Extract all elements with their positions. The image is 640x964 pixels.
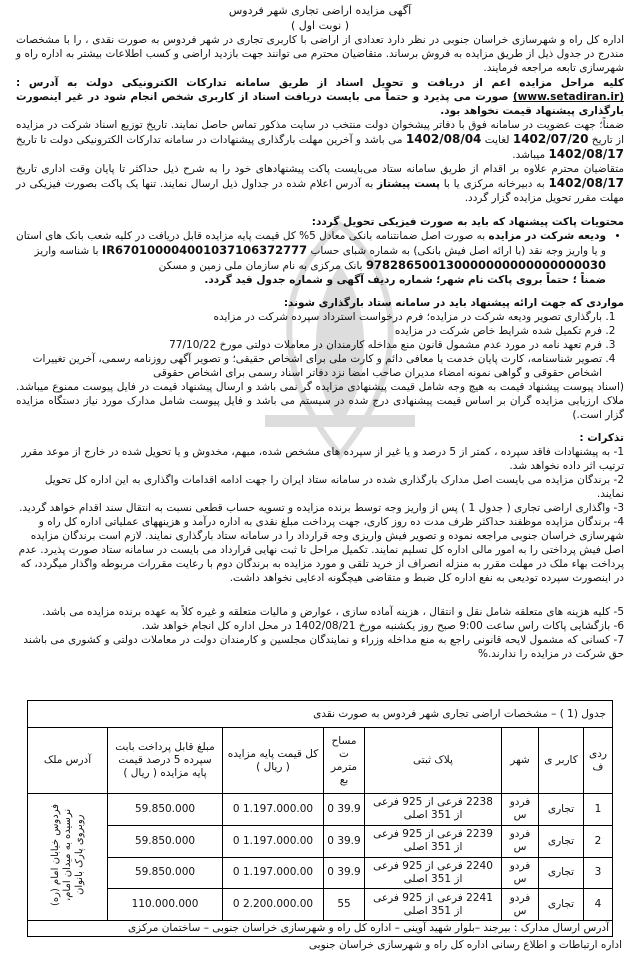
physical-submission-paragraph: متقاضیان محترم علاوه بر اقدام از طریق سامانه ستاد می‌بایست پاکت پیشنهادهای خود را به شرح ذیل حداکثر تا پایان وقت اداری تاریخ 1402/08/17 به دبیرخانه مرکزی یا با پست پیشتاز به آدرس اعلام شده در جداول ذیل ارسال نمایند. تنها یک پاکت بصورت فیزیکی در مهلت مقرر تحویل مزایده گزار گردد. bbox=[16, 163, 625, 204]
note-item: 3- واگذاری اراضی تجاری ( جدول 1 ) پس از واریز وجه توسط برنده مزایده و تسویه حساب قطعی نسبت به انتقال سند اقدام خواهد گردید. bbox=[19, 502, 624, 514]
cell-area: 55 bbox=[324, 889, 365, 921]
notes-list bbox=[16, 445, 624, 661]
cell-city: فردو س bbox=[502, 889, 539, 921]
cell-usage: تجاری bbox=[539, 825, 584, 857]
table-header-row bbox=[28, 728, 613, 794]
upload-list bbox=[16, 310, 624, 380]
send-address-row bbox=[28, 921, 613, 937]
note-item: 7- کسانی که مشمول لایحه قانونی راجع به منع مداخله وزراء و نمایندگان مجلسین و کارمندان دولت در معاملات دولتی و کشوری می باشند حق شرکت در مزایده را ندارند.% bbox=[23, 634, 624, 660]
table-row bbox=[28, 889, 613, 921]
note-item: 2- برندگان مزایده می بایست اصل مدارک بارگذاری شده در سامانه ستاد ایران را جهت ادامه اقدامات واگذاری به این اداره کل تحویل نمایند. bbox=[44, 474, 624, 500]
header-usage: کاربر ی bbox=[539, 728, 584, 794]
cell-deposit: 110.000.000 bbox=[108, 889, 223, 921]
list-item: 2. فرم تکمیل شده شرایط خاص شرکت در مزایده bbox=[16, 324, 602, 338]
cell-usage: تجاری bbox=[539, 889, 584, 921]
upload-section-title: مواردی که جهت ارائه پیشنهاد باید در سامانه ستاد بارگذاری شوند: bbox=[283, 297, 624, 309]
notes-title: تذکرات : bbox=[579, 432, 624, 444]
header-area: مساح ت مترمر بع bbox=[324, 728, 365, 794]
cell-deposit: 59.850.000 bbox=[108, 794, 223, 826]
cell-plaque: 2240 فرعی از 925 فرعی از 351 اصلی bbox=[365, 857, 502, 889]
cell-row: 2 bbox=[584, 825, 613, 857]
envelope-note: ضمناً ؛ حتماً بروی پاکت نام شهر؛ شماره ردیف آگهی و شماره جدول قید گردد. bbox=[204, 274, 606, 286]
cell-plaque: 2239 فرعی از 925 فرعی از 351 اصلی bbox=[365, 825, 502, 857]
list-item: 4. تصویر شناسنامه، کارت پایان خدمت یا معافی دائم و کارت ملی برای اشخاص حقیقی؛ و تصویر آگهی روزنامه رسمی، آخرین تغییرات اشخاص حقوقی و گواهی نمونه امضاء مدیران صاحب امضا نزد دفاتر اسناد رسمی برای اشخاص حقوقی bbox=[16, 352, 602, 380]
cell-base-price: 1.197.000.00 0 bbox=[223, 825, 324, 857]
membership-paragraph: ضمناً؛ جهت عضویت در سامانه فوق با دفاتر پیشخوان دولت منتخب در سایت مذکور تماس حاصل نمایند. تاریخ توزیع اسناد شرکت در مزایده از تاریخ 1402/07/20 لغایت 1402/08/04 می باشد و آخرین مهلت بارگذاری پیشنهادات در سامانه تدارکات الکترونیکی دولت تا تاریخ 1402/08/17 میباشد. bbox=[16, 119, 625, 161]
header-row-number: ردی ف bbox=[584, 728, 613, 794]
cell-deposit: 59.850.000 bbox=[108, 857, 223, 889]
cell-plaque: 2241 فرعی از 925 فرعی از 351 اصلی bbox=[365, 889, 502, 921]
header-base-price: کل قیمت پایه مزایده ( ریال ) bbox=[223, 728, 324, 794]
header-deposit: مبلغ قابل پرداخت بابت سپرده 5 درصد قیمت پایه مزایده ( ریال ) bbox=[108, 728, 223, 794]
cell-row: 1 bbox=[584, 794, 613, 826]
list-item: 1. بارگذاری تصویر ودیعه شرکت در مزایده؛ فرم درخواست استرداد سپرده شرکت در مزایده bbox=[16, 310, 602, 324]
cell-usage: تجاری bbox=[539, 794, 584, 826]
table-row bbox=[28, 794, 613, 826]
envelope-section-title: محتویات پاکت پیشنهاد که باید به صورت فیزیکی تحویل گردد: bbox=[311, 216, 624, 228]
cell-area: 39.9 0 bbox=[324, 857, 365, 889]
send-address: آدرس ارسال مدارک : بیرجند –بلوار شهید آوینی – اداره کل راه و شهرسازی خراسان جنوبی – ساختمان مرکزی bbox=[28, 921, 613, 937]
note-item: 4- برندگان مزایده موظفند حداکثر ظرف مدت ده روز کاری، جهت پرداخت مبلغ نقدی به اداره درآمد و هزینههای عملیاتی اداره کل راه و شهرسازی خراسان جنوبی مراجعه نموده و تصویر فیش واریزی وجه قرارداد را در سامانه ستاد بارگذاری نمایند. لازم است برندگان مزایده اصل فیش پرداختی را به امور مالی اداره کل تسلیم نمایند. تکمیل مراحل تا ثبت نهایی قرارداد می بایست در سامانه ستاد صورت پذیرد. عدم پرداخت بهاء ملک در مهلت مقرر به منزله انصراف از خرید تلقی و مورد مزایده به برندگان دوم با رعایت مقررات مربوطه واگذار میگردد، که در اینصورت سپرده تودیعی به نفع اداره کل ضبط و متقاضی هیچگونه ادعایی نخواهد داشت. bbox=[18, 516, 624, 584]
cell-base-price: 2.200.000.00 0 bbox=[223, 889, 324, 921]
header-address: آدرس ملک bbox=[28, 728, 108, 794]
properties-table bbox=[27, 700, 613, 937]
intro-paragraph: اداره کل راه و شهرسازی خراسان جنوبی در نظر دارد تعدادی از اراضی با کاربری تجاری در شهر فردوس به صورت نقدی ، را با مشخصات مندرج در جدول ذیل از طریق مزایده به فروش برساند. متقاضیان محترم می توانند جهت بازدید اراضی و کسب اطلاعات بیشتر به اداره راه و شهرسازی تابعه مراجعه فرمایند. bbox=[16, 34, 624, 74]
setad-paragraph: کلیه مراحل مزایده اعم از دریافت و تحویل اسناد از طریق سامانه تدارکات الکترونیکی دولت به آدرس : (www.setadiran.ir) صورت می پذیرد و حتماً می بایست دریافت اسناد از کاربری شخص انجام شود در غیر اینصورت بارگذاری پیشنهاد قیمت نخواهد بود. bbox=[16, 77, 624, 117]
header-plaque: پلاک ثبتی bbox=[365, 728, 502, 794]
page-title: آگهی مزایده اراضی تجاری شهر فردوس bbox=[228, 4, 412, 17]
note-item: 5- کلیه هزینه های متعلقه شامل نقل و انتقال ، هزینه آماده سازی ، عوارض و مالیات متعلقه و غیره کلاً به عهده برنده مزایده می باشد. bbox=[42, 606, 624, 618]
header-city: شهر bbox=[502, 728, 539, 794]
cell-property-address: فردوس خیابان امام (ره) نرسیده به میدان امام، روبروی پارک بانوان bbox=[28, 794, 108, 921]
envelope-deposit-item: • ودیعه شرکت در مزایده به صورت اصل ضمانتنامه بانکی معادل 5% کل قیمت پایه مزایده قابل دریافت در کلیه شعب بانک های استان و یا واریز وجه نقد (با ارائه اصل فیش بانکی) به شماره شبای حساب IR670100004001037106372777 با شناسه واریز 978286500130000000000000000030 بانک مرکزی به نام سازمان ملی زمین و مسکن bbox=[16, 229, 606, 273]
page-subtitle: ( نوبت اول ) bbox=[290, 19, 350, 32]
cell-row: 4 bbox=[584, 889, 613, 921]
cell-usage: تجاری bbox=[539, 857, 584, 889]
cell-area: 39.9 0 bbox=[324, 794, 365, 826]
note-item: 1- به پیشنهادات فاقد سپرده ، کمتر از 5 درصد و یا غیر از سپرده های مشخص شده، مبهم، مخدوش و یا تحویل شده در خارج از موعد مقرر ترتیب اثر داده نخواهد شد. bbox=[21, 446, 624, 472]
cell-deposit: 59.850.000 bbox=[108, 825, 223, 857]
cell-plaque: 2238 فرعی از 925 فرعی از 351 اصلی bbox=[365, 794, 502, 826]
cell-city: فردو س bbox=[502, 794, 539, 826]
cell-row: 3 bbox=[584, 857, 613, 889]
envelope-list bbox=[16, 229, 624, 273]
cell-base-price: 1.197.000.00 0 bbox=[223, 857, 324, 889]
cell-base-price: 1.197.000.00 0 bbox=[223, 794, 324, 826]
cell-area: 39.9 0 bbox=[324, 825, 365, 857]
setad-url-link[interactable]: (www.setadiran.ir) bbox=[512, 91, 624, 103]
upload-note: (اسناد پیوست پیشنهاد قیمت به هیچ وجه شامل قیمت پیشنهادی مزایده گر نمی باشد و ارسال پیشنهاد قیمت در فایل پیوست ممنوع میباشد. ملاک ارزیابی مزایده گران بر اساس قیمت پیشنهادی درج شده در سیستم می باشد و فایل پیوست شامل مدارک مورد نیاز دستگاه مزایده گزار است.) bbox=[16, 381, 624, 421]
table-caption: جدول (1 ) – مشخصات اراضی تجاری شهر فردوس به صورت نقدی bbox=[28, 701, 613, 728]
note-item: 6- بازگشایی پاکات راس ساعت 9:00 صبح روز یکشنبه مورخ 1402/08/21 در محل اداره کل انجام خواهد شد. bbox=[141, 620, 624, 632]
table-row bbox=[28, 825, 613, 857]
cell-city: فردو س bbox=[502, 857, 539, 889]
footer-credit: اداره ارتباطات و اطلاع رسانی اداره کل راه و شهرسازی خراسان جنوبی bbox=[308, 939, 622, 951]
list-item: 3. فرم تعهد نامه در مورد عدم مشمول قانون منع مداخله کارمندان در معاملات دولتی مورخ 77/10/22 bbox=[16, 338, 602, 352]
cell-city: فردو س bbox=[502, 825, 539, 857]
table-row bbox=[28, 857, 613, 889]
